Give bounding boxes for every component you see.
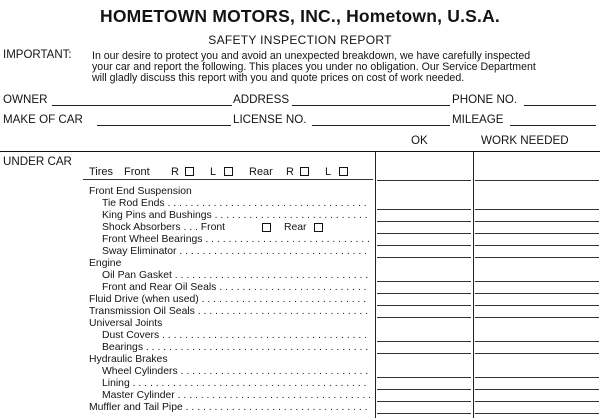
work-needed-answer-line[interactable]	[475, 221, 599, 222]
table-header-rule	[0, 151, 600, 152]
important-label: IMPORTANT:	[3, 49, 72, 61]
tires-rear-r-checkbox[interactable]	[300, 167, 309, 176]
work-needed-answer-line[interactable]	[475, 389, 599, 390]
hydraulic-brakes-heading: Hydraulic Brakes	[89, 354, 168, 365]
tires-front-l-checkbox[interactable]	[224, 167, 233, 176]
work-needed-answer-line[interactable]	[475, 245, 599, 246]
shock-rear-label: Rear	[284, 222, 307, 233]
ok-answer-line[interactable]	[377, 413, 471, 414]
ok-answer-line[interactable]	[377, 257, 471, 258]
ok-answer-line[interactable]	[377, 221, 471, 222]
tires-front-label: Front	[124, 166, 150, 178]
license-field[interactable]	[312, 125, 450, 126]
shock-rear-checkbox[interactable]	[314, 223, 323, 232]
ok-answer-line[interactable]	[377, 353, 471, 354]
bearings-item: Bearings . . .	[102, 342, 370, 354]
work-needed-answer-line[interactable]	[475, 257, 599, 258]
lining-item: Lining . . .	[102, 378, 370, 390]
work-needed-answer-line[interactable]	[475, 305, 599, 306]
sway-eliminator-item: Sway Eliminator . . .	[102, 246, 370, 258]
make-of-car-field[interactable]	[97, 125, 231, 126]
tires-rear-r-label: R	[286, 166, 294, 178]
report-title: SAFETY INSPECTION REPORT	[208, 33, 392, 47]
tires-rear-l-label: L	[325, 166, 332, 178]
work-needed-answer-line[interactable]	[475, 401, 599, 402]
ok-column-left-border	[375, 152, 376, 418]
work-needed-answer-line[interactable]	[475, 413, 599, 414]
fluid-drive-item: Fluid Drive (when used) . . .	[89, 294, 370, 306]
mileage-field[interactable]	[510, 125, 596, 126]
ok-answer-line[interactable]	[377, 305, 471, 306]
ok-answer-line[interactable]	[377, 341, 471, 342]
work-needed-answer-line[interactable]	[475, 281, 599, 282]
ok-answer-line[interactable]	[377, 389, 471, 390]
ok-answer-line[interactable]	[377, 281, 471, 282]
owner-field[interactable]	[52, 105, 232, 106]
ok-answer-line[interactable]	[377, 233, 471, 234]
under-car-section-label: UNDER CAR	[3, 155, 72, 168]
shock-absorbers-item: Shock Absorbers . . . Front	[102, 222, 226, 233]
address-label: ADDRESS	[233, 93, 290, 106]
tires-rear-label: Rear	[249, 166, 273, 178]
master-cylinder-item: Master Cylinder . . .	[102, 390, 370, 402]
work-needed-answer-line[interactable]	[475, 233, 599, 234]
phone-label: PHONE NO.	[452, 93, 518, 106]
ok-column-right-border	[473, 152, 474, 418]
ok-column-header: OK	[411, 134, 428, 147]
engine-heading: Engine	[89, 258, 122, 269]
muffler-tail-pipe-item: Muffler and Tail Pipe . . .	[89, 402, 370, 414]
ok-answer-line[interactable]	[377, 245, 471, 246]
important-text-line-2: your car and report the following. This places you under no obligation. Our Service Department	[92, 61, 536, 73]
front-end-suspension-heading: Front End Suspension	[89, 186, 192, 197]
phone-field[interactable]	[524, 105, 596, 106]
ok-answer-line[interactable]	[377, 317, 471, 318]
mileage-label: MILEAGE	[452, 113, 504, 126]
owner-label: OWNER	[3, 93, 48, 106]
work-needed-answer-line[interactable]	[475, 180, 599, 181]
tires-front-r-checkbox[interactable]	[185, 167, 194, 176]
universal-joints-heading: Universal Joints	[89, 318, 163, 329]
dust-covers-item: Dust Covers . . .	[102, 330, 370, 342]
address-field[interactable]	[292, 105, 450, 106]
tires-front-r-label: R	[171, 166, 179, 178]
important-text-line-3: will gladly discuss this report with you and quote prices on cost of work needed.	[92, 72, 465, 84]
front-wheel-bearings-item: Front Wheel Bearings . . .	[102, 234, 370, 246]
dealer-title: HOMETOWN MOTORS, INC., Hometown, U.S.A.	[100, 6, 500, 26]
tires-rule	[83, 179, 373, 180]
work-needed-answer-line[interactable]	[475, 209, 599, 210]
tie-rod-ends-item: Tie Rod Ends . . .	[102, 198, 370, 210]
make-of-car-label: MAKE OF CAR	[3, 113, 83, 126]
ok-answer-line[interactable]	[377, 180, 471, 181]
work-needed-answer-line[interactable]	[475, 377, 599, 378]
tires-label: Tires	[89, 166, 114, 178]
work-needed-answer-line[interactable]	[475, 341, 599, 342]
king-pins-item: King Pins and Bushings . . .	[102, 210, 370, 222]
ok-answer-line[interactable]	[377, 377, 471, 378]
wheel-cylinders-item: Wheel Cylinders . . .	[102, 366, 370, 378]
license-label: LICENSE NO.	[233, 113, 307, 126]
ok-answer-line[interactable]	[377, 209, 471, 210]
important-text-line-1: In our desire to protect you and avoid an unexpected breakdown, we have carefully inspected	[92, 50, 531, 62]
transmission-oil-seals-item: Transmission Oil Seals . . .	[89, 306, 370, 318]
work-needed-column-header: WORK NEEDED	[481, 134, 569, 147]
shock-front-checkbox[interactable]	[262, 223, 271, 232]
work-needed-answer-line[interactable]	[475, 293, 599, 294]
oil-pan-gasket-item: Oil Pan Gasket . . .	[102, 270, 370, 282]
ok-answer-line[interactable]	[377, 293, 471, 294]
tires-rear-l-checkbox[interactable]	[339, 167, 348, 176]
work-needed-answer-line[interactable]	[475, 353, 599, 354]
tires-front-l-label: L	[210, 166, 217, 178]
ok-answer-line[interactable]	[377, 401, 471, 402]
work-needed-answer-line[interactable]	[475, 317, 599, 318]
oil-seals-item: Front and Rear Oil Seals . . .	[102, 282, 370, 294]
